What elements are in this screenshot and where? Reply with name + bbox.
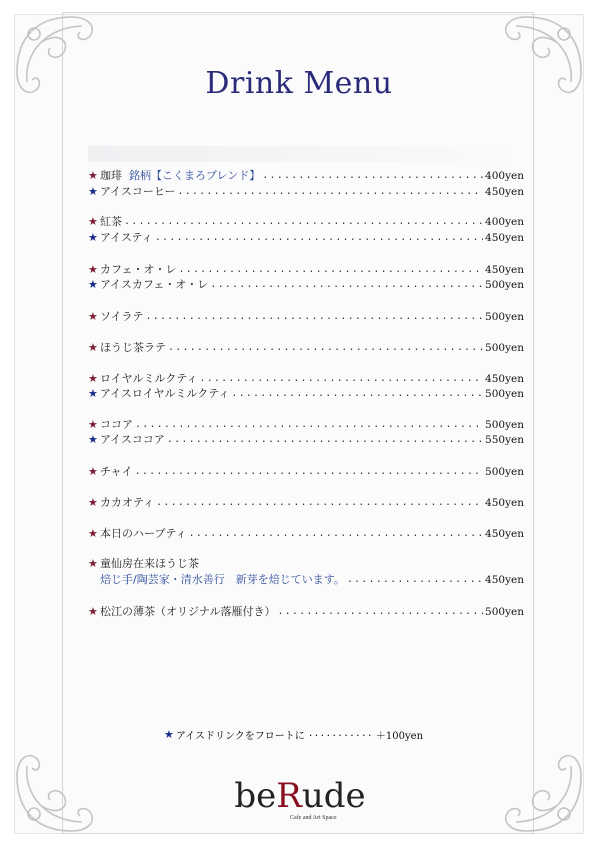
star-icon: ★ (88, 387, 98, 400)
leader-dots (199, 371, 483, 387)
menu-item-price: 500yen (485, 419, 524, 431)
star-icon: ★ (88, 527, 98, 540)
star-icon: ★ (88, 433, 98, 446)
menu-item-name: アイスロイヤルミルクティ (100, 387, 230, 400)
leader-dots (155, 230, 483, 246)
menu-item-price: 500yen (485, 342, 524, 354)
menu-item-name: ソイラテ (100, 310, 144, 323)
menu-item-name: ロイヤルミルクティ (100, 372, 198, 385)
star-icon: ★ (88, 372, 98, 385)
leader-dots (156, 495, 483, 511)
logo-subtitle: Cafe and Art Space (290, 815, 337, 821)
leader-dots (124, 214, 483, 230)
menu-item-name: 本日のハーブティ (100, 527, 187, 540)
menu-item-price: 500yen (485, 466, 524, 478)
menu-item-iced-tea (88, 230, 524, 246)
star-icon: ★ (88, 465, 98, 478)
menu-item-name: 紅茶 (100, 215, 122, 228)
menu-item-cacao-tea (88, 495, 524, 511)
float-option-dots: ........... (307, 729, 373, 739)
menu-item-price: 500yen (485, 279, 524, 291)
menu-item-name: 童仙房在来ほうじ茶 (100, 557, 199, 570)
star-icon: ★ (88, 263, 98, 276)
menu-item-name: 珈琲 銘柄【こくまろブレンド】 (100, 169, 261, 182)
leader-dots (145, 309, 483, 325)
menu-item-name: ココア (100, 418, 133, 431)
leader-dots (347, 572, 483, 588)
menu-item-iced-coffee (88, 184, 524, 200)
leader-dots (231, 386, 483, 402)
corner-ornament-icon (476, 726, 586, 836)
menu-item-description: 焙じ手/陶芸家・清水善行 新芽を焙じています。 (100, 573, 345, 586)
blend-name: 銘柄【こくまろブレンド】 (129, 169, 261, 182)
float-option-label: アイスドリンクをフロートに (176, 730, 305, 742)
menu-item-soy-latte (88, 309, 524, 325)
menu-item-iced-cocoa (88, 432, 524, 448)
menu-item-herb-tea (88, 526, 524, 542)
menu-item-hojicha-latte (88, 340, 524, 356)
menu-item-name: ほうじ茶ラテ (100, 341, 166, 354)
leader-dots (189, 526, 483, 542)
menu-item-price: 450yen (485, 574, 524, 586)
menu-item-price: 500yen (485, 388, 524, 400)
page-title: Drink Menu (205, 66, 393, 101)
menu-item-price: 500yen (485, 606, 524, 618)
corner-ornament-icon (12, 726, 122, 836)
star-icon: ★ (88, 185, 98, 198)
menu-item-royal-milk-tea (88, 371, 524, 387)
menu-item-cocoa (88, 417, 524, 433)
menu-item-name: 松江の薄茶（オリジナル落雁付き） (100, 605, 276, 618)
leader-dots (178, 262, 483, 278)
menu-item-name: アイスコーヒー (100, 185, 176, 198)
menu-item-coffee (88, 168, 524, 184)
menu-item-matsue-usucha (88, 604, 524, 620)
star-icon: ★ (88, 496, 98, 509)
star-icon: ★ (88, 605, 98, 618)
menu-item-name: アイスココア (100, 433, 165, 446)
star-icon: ★ (88, 310, 98, 323)
menu-item-price: 400yen (485, 170, 524, 182)
leader-dots (168, 340, 483, 356)
menu-item-black-tea (88, 214, 524, 230)
star-icon: ★ (88, 169, 98, 182)
star-icon: ★ (88, 278, 98, 291)
leader-dots (277, 604, 483, 620)
star-icon: ★ (88, 231, 98, 244)
menu-item-price: 450yen (485, 186, 524, 198)
menu-item-dosenbo-hojicha (88, 556, 524, 572)
star-icon: ★ (88, 215, 98, 228)
menu-item-price: 450yen (485, 497, 524, 509)
menu-item-iced-cafe-au-lait (88, 277, 524, 293)
menu-item-price: 450yen (485, 373, 524, 385)
star-icon: ★ (88, 557, 98, 570)
menu-item-dosenbo-hojicha-detail (88, 572, 524, 588)
menu-item-iced-royal-milk-tea (88, 386, 524, 402)
menu-item-price: 400yen (485, 216, 524, 228)
star-icon: ★ (88, 341, 98, 354)
menu-item-name: アイスティ (100, 231, 153, 244)
menu-item-price: 500yen (485, 311, 524, 323)
menu-item-name: カカオティ (100, 496, 155, 509)
float-option-note (164, 726, 454, 742)
menu-item-name: アイスカフェ・オ・レ (100, 278, 209, 291)
leader-dots (135, 417, 483, 433)
menu-item-price: 550yen (485, 434, 524, 446)
float-option-price: ＋100yen (375, 730, 424, 742)
menu-item-price: 450yen (485, 232, 524, 244)
leader-dots (262, 168, 483, 184)
berude-logo: beRude (234, 776, 366, 816)
leader-dots (167, 432, 483, 448)
menu-item-chai (88, 464, 524, 480)
menu-item-name: カフェ・オ・レ (100, 263, 177, 276)
leader-dots (177, 184, 483, 200)
leader-dots (135, 464, 483, 480)
menu-item-name: チャイ (100, 465, 133, 478)
title-divider (88, 146, 512, 162)
star-icon: ★ (88, 418, 98, 431)
star-icon: ★ (164, 727, 174, 741)
menu-item-price: 450yen (485, 264, 524, 276)
menu-item-cafe-au-lait (88, 262, 524, 278)
menu-item-price: 450yen (485, 528, 524, 540)
leader-dots (210, 277, 483, 293)
